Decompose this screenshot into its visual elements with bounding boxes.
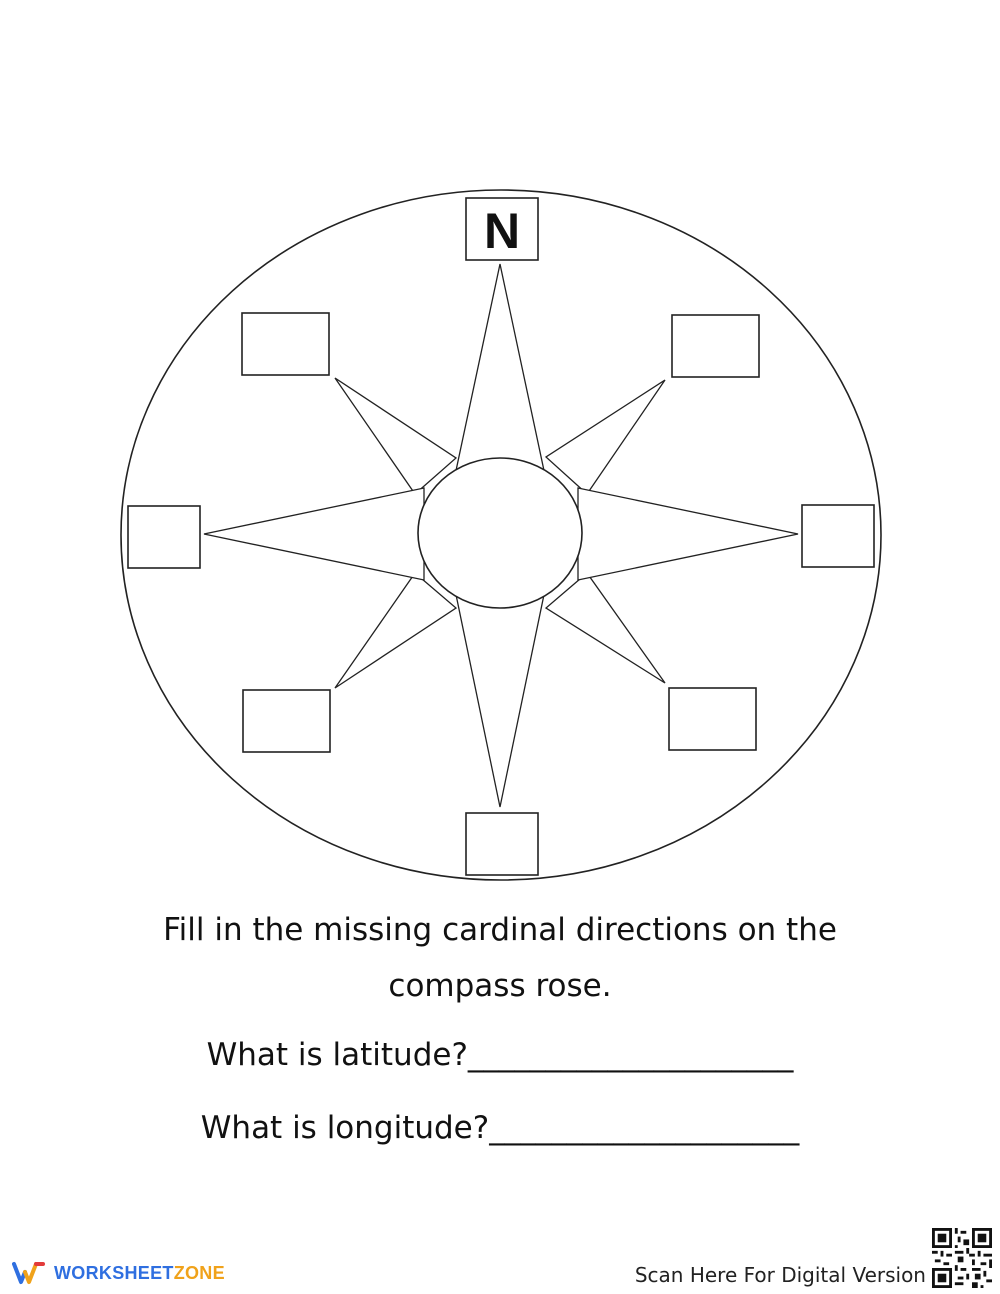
brand-name-part2: ZONE <box>173 1262 225 1283</box>
scan-instruction: Scan Here For Digital Version <box>634 1263 926 1287</box>
point-northwest <box>335 378 456 494</box>
worksheetzone-logo-icon <box>12 1260 46 1286</box>
instruction-line-2: compass rose. <box>388 968 612 1004</box>
blank-box-south[interactable] <box>466 813 538 875</box>
question-latitude[interactable]: What is latitude?_____________________ <box>206 1037 794 1073</box>
point-north <box>454 264 546 480</box>
point-southeast <box>546 573 665 683</box>
worksheetzone-logo[interactable] <box>12 1258 225 1288</box>
blank-box-southwest[interactable] <box>243 690 330 752</box>
point-east <box>578 488 798 580</box>
north-label: N <box>483 203 521 259</box>
point-northeast <box>546 380 665 494</box>
blank-box-east[interactable] <box>802 505 874 567</box>
instruction-line-1: Fill in the missing cardinal directions on the <box>163 912 837 948</box>
brand-name-part1: WORKSHEET <box>54 1262 174 1283</box>
compass-center <box>418 458 582 608</box>
point-southwest <box>335 573 456 688</box>
qr-code-icon[interactable] <box>932 1228 992 1288</box>
question-longitude[interactable]: What is longitude?____________________ <box>200 1110 800 1146</box>
blank-box-northwest[interactable] <box>242 313 329 375</box>
blank-box-west[interactable] <box>128 506 200 568</box>
point-west <box>204 488 424 580</box>
brand-name <box>54 1263 225 1284</box>
point-south <box>454 585 546 807</box>
blank-box-northeast[interactable] <box>672 315 759 377</box>
blank-box-southeast[interactable] <box>669 688 756 750</box>
